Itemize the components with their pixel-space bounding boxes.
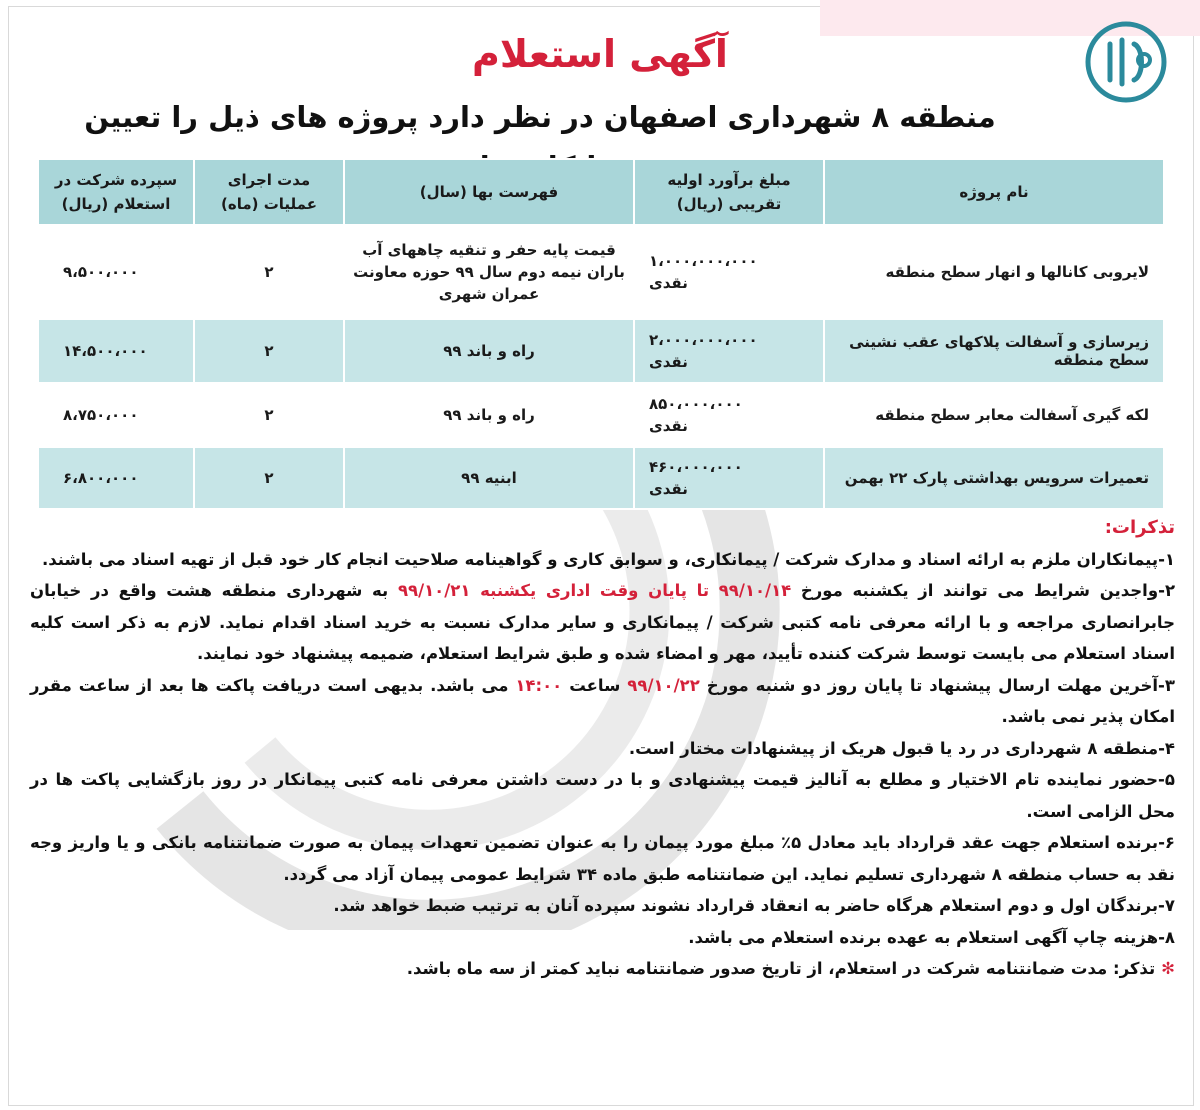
note-item xyxy=(30,575,1175,670)
table-row xyxy=(38,447,1164,509)
asterisk-icon: ✻ xyxy=(1161,959,1175,978)
estimate-amount: ۱،۰۰۰،۰۰۰،۰۰۰ xyxy=(649,252,758,270)
header-price-list: فهرست بها (سال) xyxy=(344,159,634,225)
note-item: ۴-منطقه ۸ شهرداری در رد یا قبول هریک از پیشنهادات مختار است. xyxy=(628,738,1175,758)
note-item: ۱-پیمانکاران ملزم به ارائه اسناد و مدارک شرکت / پیمانکاری، و سوابق کاری و گواهینامه صلاحیت انجام کار خود قبل از تهیه اسناد می باشند. xyxy=(41,549,1175,569)
estimate-amount: ۲،۰۰۰،۰۰۰،۰۰۰ xyxy=(649,331,758,349)
estimate-amount: ۴۶۰،۰۰۰،۰۰۰ xyxy=(649,458,743,476)
deposit: ۹،۵۰۰،۰۰۰ xyxy=(38,225,194,319)
table-header-row xyxy=(38,159,1164,225)
estimate-cell xyxy=(634,447,824,509)
payment-type: نقدی xyxy=(649,274,688,292)
note-highlight-date: ۹۹/۱۰/۲۲ xyxy=(627,675,700,695)
header-estimate: مبلغ برآورد اولیه تقریبی (ریال) xyxy=(634,159,824,225)
table-row xyxy=(38,319,1164,383)
payment-type: نقدی xyxy=(649,417,688,435)
price-list: قیمت پایه حفر و تنقیه چاههای آب باران نیمه دوم سال ۹۹ حوزه معاونت عمران شهری xyxy=(344,225,634,319)
note-item: ۵-حضور نماینده تام الاختیار و مطلع به آنالیز قیمت پیشنهادی و با در دست داشتن معرفی نامه کتبی پیمانکار در روز بازگشایی پاکت ها در محل الزامی است. xyxy=(30,770,1175,821)
note-highlight-dates: ۹۹/۱۰/۱۴ تا پایان وقت اداری یکشنبه ۹۹/۱۰/۲۱ xyxy=(397,581,792,600)
price-list: ابنیه ۹۹ xyxy=(344,447,634,509)
note-text: می باشد. بدیهی است دریافت پاکت ها بعد از ساعت مقرر امکان پذیر نمی باشد. xyxy=(30,675,1175,726)
estimate-cell xyxy=(634,319,824,383)
header-deposit: سپرده شرکت در استعلام (ریال) xyxy=(38,159,194,225)
payment-type: نقدی xyxy=(649,480,688,498)
deposit: ۸،۷۵۰،۰۰۰ xyxy=(38,383,194,447)
note-text: ۲-واجدین شرایط می توانند از یکشنبه مورخ xyxy=(800,581,1176,600)
duration: ۲ xyxy=(194,319,344,383)
municipality-logo-icon xyxy=(1084,20,1168,104)
footnote-text: تذکر: مدت ضمانتنامه شرکت در استعلام، از تاریخ صدور ضمانتنامه نباید کمتر از سه ماه باشد. xyxy=(406,959,1156,978)
header-duration: مدت اجرای عملیات (ماه) xyxy=(194,159,344,225)
project-name: لایروبی کانالها و انهار سطح منطقه xyxy=(824,225,1164,319)
deposit: ۶،۸۰۰،۰۰۰ xyxy=(38,447,194,509)
payment-type: نقدی xyxy=(649,353,688,371)
table-row xyxy=(38,383,1164,447)
note-item xyxy=(30,670,1175,733)
project-name: زیرسازی و آسفالت پلاکهای عقب نشینی سطح منطقه xyxy=(824,319,1164,383)
duration: ۲ xyxy=(194,447,344,509)
page-subtitle: منطقه ۸ شهرداری اصفهان در نظر دارد پروژه های ذیل را تعیین xyxy=(84,100,996,134)
project-name: تعمیرات سرویس بهداشتی پارک ۲۲ بهمن xyxy=(824,447,1164,509)
note-item: ۸-هزینه چاپ آگهی استعلام به عهده برنده استعلام می باشد. xyxy=(688,927,1175,947)
notes-section xyxy=(30,512,1175,1092)
estimate-amount: ۸۵۰،۰۰۰،۰۰۰ xyxy=(649,395,743,413)
estimate-cell xyxy=(634,225,824,319)
duration: ۲ xyxy=(194,383,344,447)
note-highlight-time: ۱۴:۰۰ xyxy=(515,675,563,695)
page-title: آگهی استعلام xyxy=(472,32,728,76)
note-text: ساعت xyxy=(569,675,621,695)
footnote xyxy=(30,953,1175,985)
project-name: لکه گیری آسفالت معابر سطح منطقه xyxy=(824,383,1164,447)
note-item: ۷-برندگان اول و دوم استعلام هرگاه حاضر به انعقاد قرارداد نشوند سپرده آنان به ترتیب ضبط خواهد شد. xyxy=(333,896,1175,915)
note-text: به شهرداری منطقه هشت واقع در خیابان جابرانصاری مراجعه و با ارائه معرفی نامه کتبی شرکت / پیمانکاری و سایر مدارک نسبت به خرید اسناد اقدام نماید. لازم به ذکر است کلیه اسناد استعلام می بایست توسط شرکت کننده تأیید، مهر و امضاء شده و طبق شرایط استعلام، ضمیمه پیشنهاد خود نمایند. xyxy=(30,581,1175,663)
note-text: ۳-آخرین مهلت ارسال پیشنهاد تا پایان روز دو شنبه مورخ xyxy=(706,675,1175,695)
note-item: ۶-برنده استعلام جهت عقد قرارداد باید معادل ۵٪ مبلغ مورد پیمان را به عنوان تضمین تعهدات پیمان به صورت ضمانتنامه بانکی و یا واریز وجه نقد به حساب منطقه ۸ شهرداری تسلیم نماید. این ضمانتنامه طبق ماده ۳۴ شرایط عمومی پیمان آزاد می گردد. xyxy=(30,833,1175,884)
deposit: ۱۴،۵۰۰،۰۰۰ xyxy=(38,319,194,383)
estimate-cell xyxy=(634,383,824,447)
projects-table xyxy=(37,158,1165,510)
table-row xyxy=(38,225,1164,319)
header-project-name: نام پروژه xyxy=(824,159,1164,225)
price-list: راه و باند ۹۹ xyxy=(344,319,634,383)
duration: ۲ xyxy=(194,225,344,319)
price-list: راه و باند ۹۹ xyxy=(344,383,634,447)
notes-title: تذکرات: xyxy=(1104,517,1175,538)
